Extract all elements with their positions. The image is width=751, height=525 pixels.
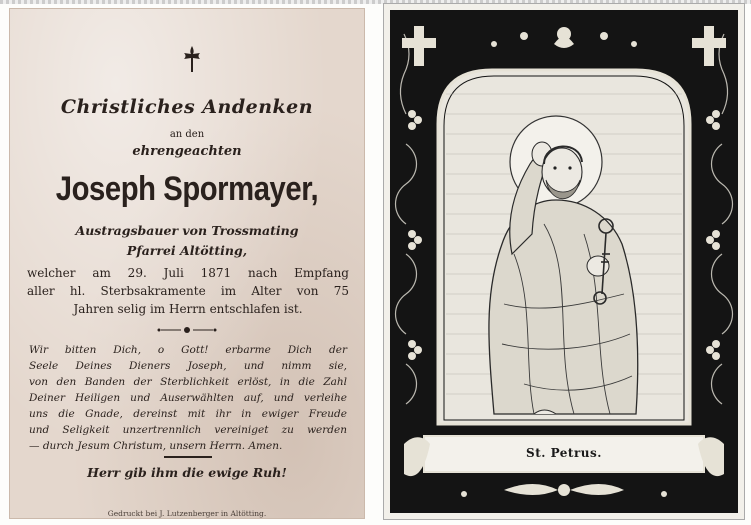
body-line: aller hl. Sterbsakramente im Alter von 75 <box>27 284 349 298</box>
prayer-line: und Seligkeit unzertrennlich vereiniget zu werden <box>29 424 347 436</box>
saint-label: St. Petrus. <box>526 446 602 460</box>
prayer-line: Deiner Heiligen und Auserwählten auf, und verleihe <box>29 392 347 404</box>
flourish-divider-icon <box>157 324 217 336</box>
divider <box>164 456 212 458</box>
body-line: Jahren selig im Herrn entschlafen ist. <box>73 302 303 316</box>
memorial-card-image <box>384 4 744 519</box>
occupation-line-1: Austragsbauer von Trossmating <box>75 223 299 238</box>
body-line: welcher am 29. Juli 1871 nach Empfang <box>27 266 349 280</box>
prayer-line: Wir bitten Dich, o Gott! erbarme Dich der <box>29 344 347 356</box>
an-den-text: an den <box>169 129 205 140</box>
ornamental-frame <box>384 4 744 519</box>
prayer-line: uns die Gnade, dereinst mit ihr in ewiger Freude <box>29 408 347 420</box>
prayer-line: von den Banden der Sterblichkeit erlöst, in die Zahl <box>29 376 347 388</box>
printer-imprint: Gedruckt bei J. Lutzenberger in Altötting. <box>107 509 267 518</box>
honorific-text: ehrengeachten <box>132 144 242 159</box>
prayer-line: — durch Jesum Christum, unsern Herrn. Amen. <box>29 440 283 452</box>
cross-icon <box>181 44 203 74</box>
prayer-line: Seele Deines Dieners Joseph, und nimm sie, <box>29 360 347 372</box>
closing-prayer: Herr gib ihm die ewige Ruh! <box>87 465 287 480</box>
occupation-line-2: Pfarrei Altötting, <box>126 243 248 258</box>
memorial-card-text <box>9 8 365 519</box>
card-title: Christliches Andenken <box>60 96 314 118</box>
deceased-name: Joseph Spormayer, <box>55 170 319 208</box>
